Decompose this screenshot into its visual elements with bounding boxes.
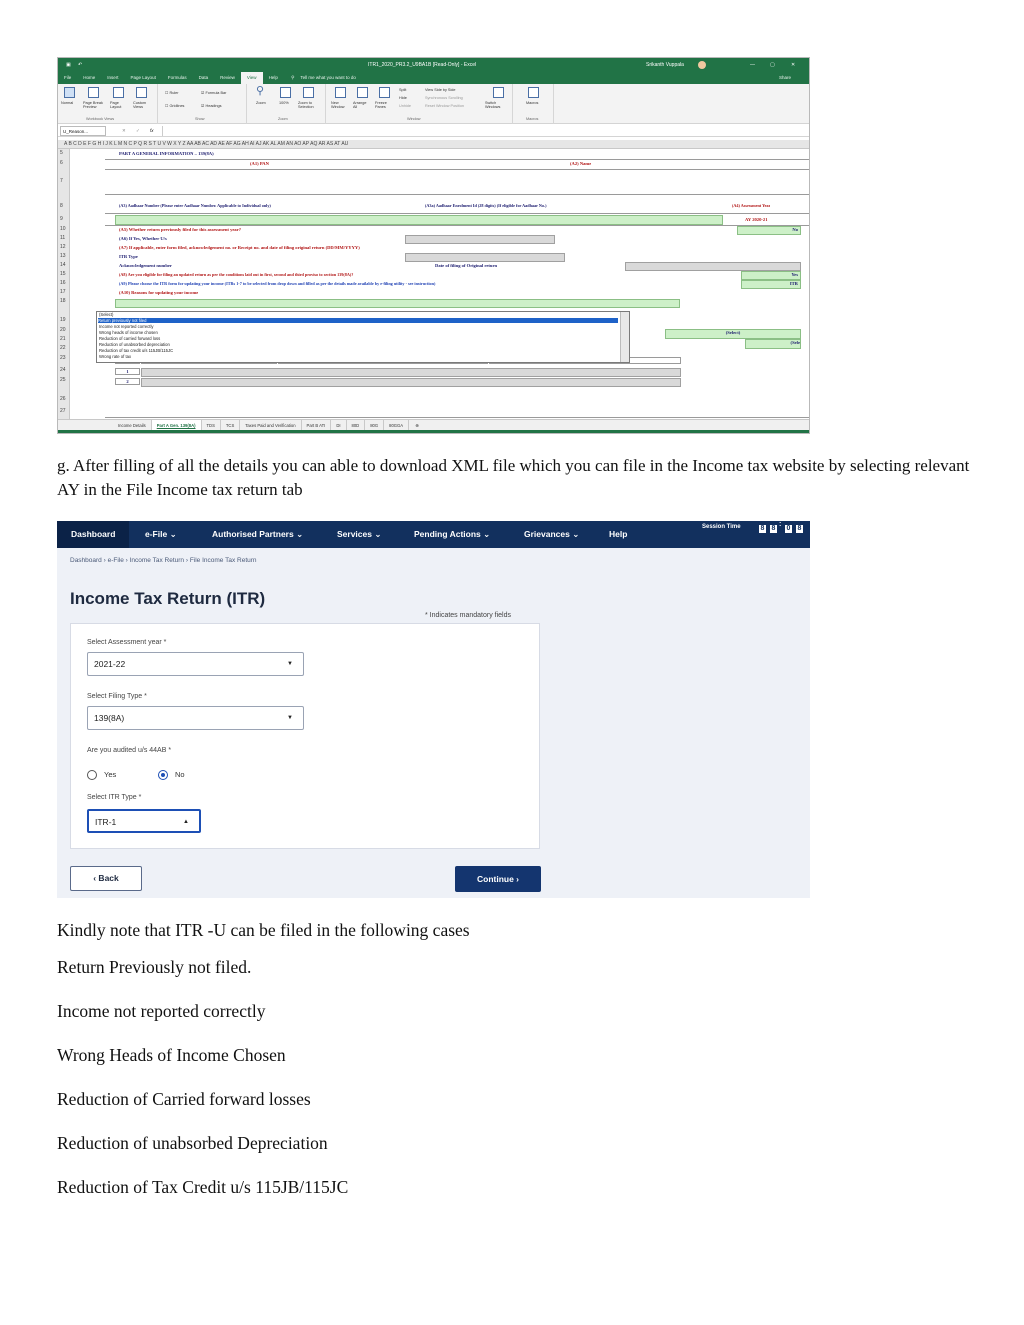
sheet-tab[interactable]: 80G [365,420,384,431]
row-number: 6 [60,160,63,166]
ribbon-group-show [159,84,247,124]
nav-efile[interactable] [145,521,177,548]
arrange-all-label: Arrange All [353,101,367,109]
filing-type-label: Select Filing Type * [87,693,147,700]
cell-row-1[interactable]: 1 [115,368,140,375]
ruler-checkbox[interactable]: ☐ Ruler [165,91,179,95]
dropdown-option-selected[interactable]: Return previously not filed [98,318,618,323]
sheet-tab[interactable]: TCS [221,420,240,431]
paragraph-g: g. After filling of all the details you can able to download XML file which you can file in the Income tax website by selecting relevant AY in the File Income tax return tab [57,456,970,499]
zoom-icon[interactable]: ⚲ [256,85,265,97]
ribbon-group-workbook-views [58,84,158,124]
case-item: Reduction of Carried forward losses [57,1089,311,1109]
dropdown-option[interactable]: Reduction of carried forward loss [99,336,161,341]
portal-nav-bar [57,521,810,548]
sheet-grid[interactable] [105,149,810,419]
undo-icon[interactable]: ↶ [78,62,83,68]
tell-me-box[interactable]: Tell me what you want to do [300,75,356,80]
unhide-button[interactable]: Unhide [399,104,412,108]
dropdown-option[interactable]: Reduction of tax credit u/s 115JB/115JC [99,348,174,353]
itr-type-value: ITR-1 [95,817,117,827]
cell-a9-value[interactable]: ITR [741,280,801,289]
menu-file[interactable]: File [64,75,72,80]
ribbon-group-macros [514,84,554,124]
cancel-icon[interactable]: ✕ [122,128,126,133]
nav-authorised-partners[interactable] [212,521,303,548]
add-sheet-icon[interactable]: ⊕ [415,423,419,428]
session-digit: 8 [797,525,802,532]
menu-data[interactable]: Data [198,75,209,80]
formula-input[interactable] [162,126,802,136]
row-number: 23 [60,355,66,361]
macros-icon[interactable] [528,87,539,98]
tell-me-icon: ⚲ [291,75,295,80]
sync-scrolling-button[interactable]: Synchronous Scrolling [425,96,463,100]
nav-pending-actions[interactable] [414,521,490,548]
breadcrumb[interactable]: Dashboard › e-File › Income Tax Return › File Income Tax Return [70,557,257,564]
page-break-label: Page Break Preview [83,101,103,109]
chevron-down-icon: ⌄ [169,529,177,539]
row-number: 15 [60,271,66,277]
session-time-label: Session Time [702,524,741,530]
audit-no-label: No [175,770,185,779]
cell-a9[interactable]: (A9) Please choose the ITR form for updating your income (ITRs 1-7 to be selected from drop down and filled as per the details made available by e-filing utility - see instruction) [119,281,436,286]
dropdown-option[interactable]: Income not reported correctly [99,324,154,329]
row-number: 27 [60,408,66,414]
nav-efile-label: e-File [145,529,168,539]
cell-a10[interactable]: (A10) Reasons for updating your income [119,290,199,295]
mandatory-note: * Indicates mandatory fields [425,612,511,619]
session-digit: 8 [760,525,765,532]
sheet-tab[interactable]: DI [331,420,346,431]
cell-ay-value[interactable]: AY 2020-21 [745,217,768,222]
zoom-label: Zoom [256,101,266,105]
excel-menu-bar [58,72,810,84]
case-item: Return Previously not filed. [57,957,252,977]
sheet-tab[interactable]: Income Details [113,420,152,431]
cell-a5[interactable]: (A5) Whether return previously filed for this assessment year? [119,227,242,232]
macros-label: Macros [526,101,539,105]
freeze-panes-icon[interactable] [379,87,390,98]
menu-view[interactable]: View [241,72,263,84]
cell-a1-pan[interactable]: (A1) PAN [250,161,269,166]
zoom-selection-label: Zoom to Selection [298,101,314,109]
audit-yes-label: Yes [104,770,117,779]
group-label: Window [407,117,421,121]
chevron-down-icon: ⌄ [374,529,382,539]
group-label: Workbook Views [86,117,115,121]
row-number: 19 [60,317,66,323]
cell-itr-type[interactable]: ITR Type [119,254,138,259]
column-header-labels: A B C D E F G H I J K L M N C P Q R S T U V W X Y Z AA AB AC AD AE AF AG AH AI AJ AK AL AM AN AO AP AQ AR AS AT AU [64,141,349,147]
case-item: Reduction of unabsorbed Depreciation [57,1133,328,1153]
row-number: 21 [60,336,66,342]
row-number: 9 [60,216,63,222]
assessment-year-value: 2021-22 [94,659,126,669]
cell-a7[interactable]: (A7) If applicable, enter form filed, acknowledgement no. or Receipt no. and date of filing original return (DD/MM/YYYY) [119,245,360,250]
row-number: 20 [60,327,66,333]
cell-itr-type-input[interactable] [405,253,565,262]
cell-a8-value[interactable]: Yes [741,271,801,280]
cell-a2-name[interactable]: (A2) Name [570,161,592,166]
dropdown-option[interactable]: Reduction of unabsorbed depreciation [99,342,170,347]
row-number: 13 [60,253,66,259]
row-number: 25 [60,377,66,383]
menu-page-layout[interactable]: Page Layout [130,75,156,80]
row-number: 18 [60,298,66,304]
sheet-tab-active[interactable]: Part A Gen. 139(8A) [152,420,202,431]
page-title: Income Tax Return (ITR) [70,589,266,608]
dropdown-scrollbar[interactable] [620,312,629,362]
zoom-100-icon[interactable] [280,87,291,98]
row-number: 7 [60,178,63,184]
switch-windows-icon[interactable] [493,87,504,98]
excel-title-bar [58,58,810,72]
gridlines-checkbox[interactable]: ☐ Gridlines [165,104,185,108]
restore-icon[interactable]: ▢ [770,62,775,68]
nav-grievances-label: Grievances [524,529,570,539]
caret-down-icon: ▼ [287,661,293,667]
custom-views-label: Custom Views [133,101,147,109]
excel-screenshot [57,57,810,434]
nav-pending-actions-label: Pending Actions [414,529,481,539]
name-box[interactable]: U_Reason... [60,126,106,136]
sheet-tab[interactable]: Taxes Paid and Verification [240,420,301,431]
chevron-down-icon: ⌄ [483,529,491,539]
share-button[interactable]: Share [779,75,792,80]
cell-aadhaar-input[interactable] [115,215,723,225]
session-digit: 0 [786,525,791,532]
user-name: Srikanth Vuppala [646,62,684,68]
hide-button[interactable]: Hide [399,96,407,100]
status-bar [58,430,810,434]
arrange-all-icon[interactable] [357,87,368,98]
page-layout-icon[interactable] [113,87,124,98]
menu-home[interactable]: Home [83,75,96,80]
audit-label: Are you audited u/s 44AB * [87,747,172,754]
ribbon-group-window [327,84,513,124]
sheet-tab[interactable]: 80GGA [384,420,409,431]
split-button[interactable]: Split [399,88,407,92]
row-number: 24 [60,367,66,373]
grid-line [105,225,810,226]
row-number: 12 [60,244,66,250]
window-title: ITR1_2020_PR3.2_U9BA1B [Read-Only] - Excel [368,62,477,68]
nav-services-label: Services [337,529,372,539]
cell-row-2-input[interactable] [141,378,681,387]
cell-ack-number[interactable]: Acknowledgement number [119,263,172,268]
sheet-tab[interactable]: 80D [347,420,366,431]
normal-view-icon[interactable] [64,87,75,98]
filing-type-value: 139(8A) [94,713,125,723]
reason-dropdown-list[interactable] [96,311,630,363]
itr-form-card [70,623,540,849]
nav-grievances[interactable] [524,521,579,548]
filing-type-select[interactable] [87,706,304,730]
grid-line [105,417,810,418]
chevron-down-icon: ⌄ [572,529,580,539]
menu-review[interactable]: Review [220,75,235,80]
cell-row-2[interactable]: 2 [115,378,140,385]
grid-line [105,194,810,195]
audit-no-radio[interactable] [158,770,168,780]
reset-window-button[interactable]: Reset Window Position [425,104,465,108]
nav-dashboard[interactable]: Dashboard [57,521,129,548]
continue-button[interactable]: Continue › [455,866,541,892]
cell-a6[interactable]: (A6) If Yes, Whether U/s [119,236,167,241]
itr-type-label: Select ITR Type * [87,794,142,801]
row-number: 22 [60,345,66,351]
sheet-tab[interactable]: Part B ATI [302,420,332,431]
nav-help[interactable]: Help [609,529,628,539]
row-number: 5 [60,150,63,156]
cell-a8[interactable]: (A8) Are you eligible for filing an updated return as per the conditions laid out in first, second and third proviso to section 139(8A)? [119,272,354,277]
menu-formulas[interactable]: Formulas [167,75,187,80]
menu-help[interactable]: Help [268,75,278,80]
cell-a3a-enrolment[interactable]: (A3a) Aadhaar Enrolment Id (28 digits) (If eligible for Aadhaar No.) [425,203,547,208]
zoom-100-label: 100% [279,101,289,105]
cell-a10-input[interactable] [115,299,680,308]
session-colon: : [779,521,782,528]
row-number: 8 [60,203,63,209]
zoom-selection-icon[interactable] [303,87,314,98]
note-heading: Kindly note that ITR -U can be filed in the following cases [57,920,470,940]
cell-a5-value[interactable]: No [737,226,801,235]
column-headers [58,140,810,149]
excel-ribbon [58,84,810,124]
row-number: 17 [60,289,66,295]
itr-portal-screenshot [57,521,810,898]
group-label: Macros [526,117,539,121]
row-number: 16 [60,280,66,286]
cell-date-input[interactable] [625,262,801,271]
assessment-year-select[interactable] [87,652,304,676]
freeze-panes-label: Freeze Panes [375,101,387,109]
formula-bar-checkbox[interactable]: ☑ Formula Bar [201,91,227,95]
cell-a6-input[interactable] [405,235,555,244]
itr-type-select[interactable] [87,809,201,833]
dropdown-option[interactable]: Wrong heads of income chosen [99,330,158,335]
row-number: 14 [60,262,66,268]
page-layout-label: Page Layout [110,101,122,109]
grid-line [105,169,810,170]
new-window-label: New Window [331,101,345,109]
close-icon[interactable]: ✕ [791,62,796,68]
group-label: Zoom [278,117,288,121]
formula-bar [58,125,810,137]
audit-yes-radio[interactable] [87,770,97,780]
case-item: Income not reported correctly [57,1001,266,1021]
cell-part-a-heading[interactable]: PART A GENERAL INFORMATION – 139(8A) [119,151,214,156]
minimize-icon[interactable]: — [750,62,755,68]
row-headers [58,149,70,419]
sheet-tab[interactable]: TDS [202,420,221,431]
case-item: Reduction of Tax Credit u/s 115JB/115JC [57,1177,349,1197]
row-number: 10 [60,226,66,232]
caret-down-icon: ▼ [287,715,293,721]
group-label: Show [195,117,205,121]
assessment-year-label: Select Assessment year * [87,639,167,646]
session-digit: 8 [771,525,776,532]
row-number: 11 [60,235,66,241]
nav-authorised-partners-label: Authorised Partners [212,529,294,539]
dropdown-option[interactable]: Wrong rate of tax [99,354,132,359]
cell-select-a[interactable]: (Select) [665,329,801,339]
nav-services[interactable] [337,521,381,548]
row-number: 26 [60,396,66,402]
cell-select-b[interactable]: (Sele [745,339,801,349]
grid-line [105,213,810,214]
cell-a3-aadhaar[interactable]: (A3) Aadhaar Number (Please enter Aadhaar Number. Applicable to Individual only) [119,203,271,208]
caret-down-icon: ▲ [183,819,189,825]
headings-checkbox[interactable]: ☑ Headings [201,104,222,108]
custom-views-icon[interactable] [136,87,147,98]
cell-date-original[interactable]: Date of filing of Original return [435,263,498,268]
fx-label: fx [150,128,154,133]
grid-line [105,159,810,160]
menu-insert[interactable]: Insert [107,75,119,80]
sheet-tabs [58,419,810,430]
new-window-icon[interactable] [335,87,346,98]
back-button[interactable]: ‹ Back [70,866,142,891]
dropdown-option[interactable]: (Select) [99,312,114,317]
enter-icon[interactable]: ✓ [136,128,140,133]
page-break-icon[interactable] [88,87,99,98]
avatar [698,61,706,69]
save-icon[interactable]: ▣ [66,62,71,68]
switch-windows-label: Switch Windows [485,101,501,109]
normal-view-label: Normal [61,101,74,105]
ribbon-group-zoom [248,84,326,124]
case-item: Wrong Heads of Income Chosen [57,1045,286,1065]
chevron-down-icon: ⌄ [296,529,304,539]
cell-a4-assessment-year[interactable]: (A4) Assessment Year [732,203,771,208]
cell-row-1-input[interactable] [141,368,681,377]
view-side-by-side-button[interactable]: View Side by Side [425,88,456,92]
